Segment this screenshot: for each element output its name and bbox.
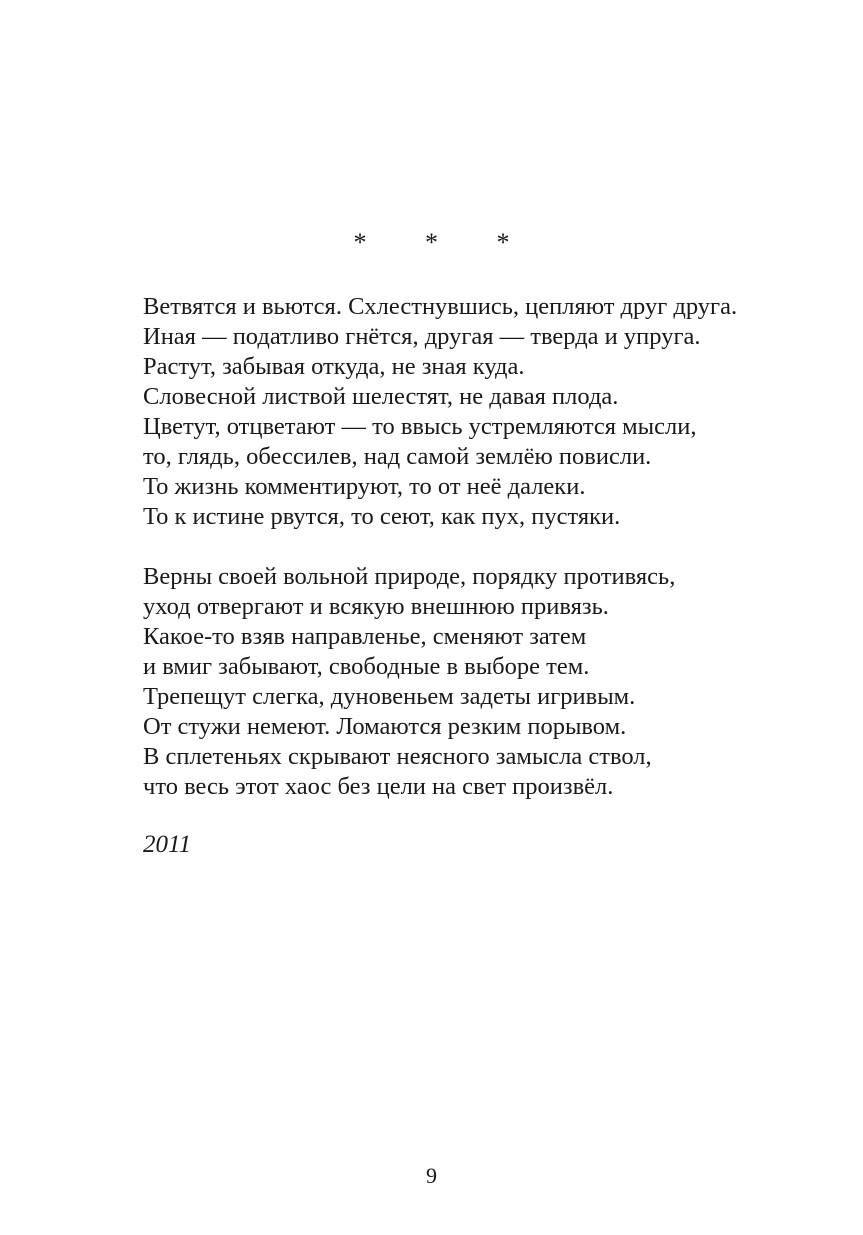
poem-line: Ветвятся и вьются. Схлестнувшись, цепляют друг друга. — [143, 293, 738, 320]
poem-line: Иная — податливо гнётся, другая — тверда и упруга. — [143, 323, 701, 350]
poem-line: От стужи немеют. Ломаются резким порывом. — [143, 713, 627, 740]
poem-line: Какое-то взяв направленье, сменяют затем — [143, 623, 587, 650]
poem-line: и вмиг забывают, свободные в выборе тем. — [143, 653, 590, 680]
poem-line: То к истине рвутся, то сеют, как пух, пустяки. — [143, 503, 621, 530]
poem-line: То жизнь комментируют, то от неё далеки. — [143, 473, 586, 500]
poem-line: Цветут, отцветают — то ввысь устремляются мысли, — [143, 413, 697, 440]
section-separator: * * * — [353, 228, 536, 257]
poem-line: В сплетеньях скрывают неясного замысла ствол, — [143, 743, 652, 770]
poem-line: Растут, забывая откуда, не зная куда. — [143, 353, 525, 380]
page-number: 9 — [426, 1163, 437, 1188]
stanza — [143, 292, 843, 532]
poem-line: то, глядь, обессилев, над самой землёю повисли. — [143, 443, 652, 470]
poem-year: 2011 — [143, 831, 192, 858]
poem — [143, 292, 843, 802]
poem-line: что весь этот хаос без цели на свет произвёл. — [143, 773, 614, 800]
poem-line: Словесной листвой шелестят, не давая плода. — [143, 383, 619, 410]
stanza — [143, 562, 843, 802]
poem-line: Верны своей вольной природе, порядку противясь, — [143, 563, 676, 590]
poem-line: уход отвергают и всякую внешнюю привязь. — [143, 593, 609, 620]
poem-line: Трепещут слегка, дуновеньем задеты игривым. — [143, 683, 636, 710]
